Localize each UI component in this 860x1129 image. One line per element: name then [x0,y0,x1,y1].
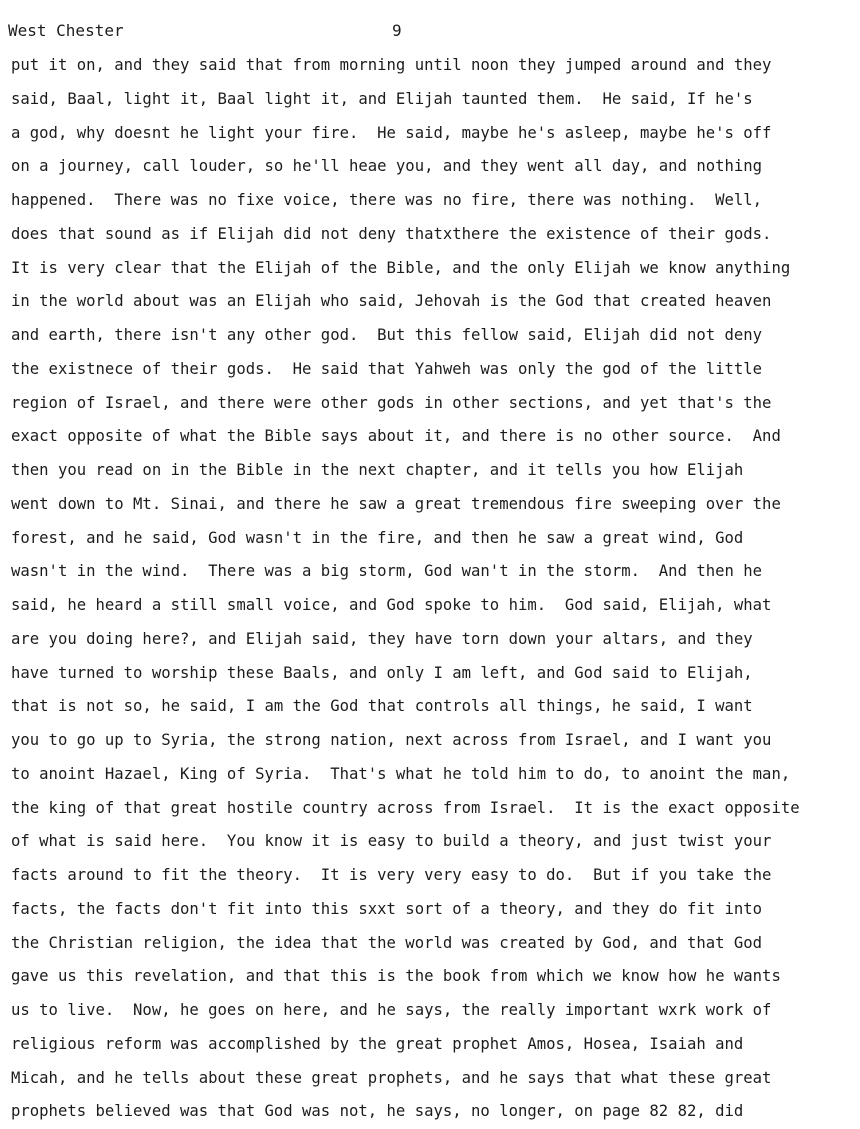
text-line: happened. There was no fixe voice, there was no fire, there was nothing. Well, [11,191,763,209]
text-line: said, he heard a still small voice, and God spoke to him. God said, Elijah, what [11,596,772,614]
text-line: gave us this revelation, and that this is the book from which we know how he wants [11,967,781,986]
page-number: 9 [392,21,402,40]
text-line: that is not so, he said, I am the God that controls all things, he said, I want [11,697,753,716]
text-line: It is very clear that the Elijah of the Bible, and the only Elijah we know anything [11,258,791,277]
text-line: of what is said here. You know it is easy to build a theory, and just twist your [11,832,772,851]
page-header [8,20,852,42]
text-line: went down to Mt. Sinai, and there he saw a great tremendous fire sweeping over the [11,494,781,513]
text-line: you to go up to Syria, the strong nation, next across from Israel, and I want you [11,731,772,749]
text-line: facts around to fit the theory. It is very very easy to do. But if you take the [11,866,772,884]
text-line: forest, and he said, God wasn't in the fire, and then he saw a great wind, God [11,528,744,547]
text-line: the existnece of their gods. He said that Yahweh was only the god of the little [11,359,763,378]
text-line: prophets believed was that God was not, he says, no longer, on page 82 82, did [11,1102,744,1121]
text-line: exact opposite of what the Bible says about it, and there is no other source. And [11,427,781,446]
text-line: Micah, and he tells about these great prophets, and he says that what these great [11,1068,772,1087]
text-line: does that sound as if Elijah did not deny thatxthere the existence of their gods. [11,224,772,243]
header-location: West Chester [8,21,124,40]
text-line: are you doing here?, and Elijah said, they have torn down your altars, and they [11,629,753,648]
text-line: the Christian religion, the idea that the world was created by God, and that God [11,933,763,952]
text-line: then you read on in the Bible in the next chapter, and it tells you how Elijah [11,461,744,479]
text-line: on a journey, call louder, so he'll heae you, and they went all day, and nothing [11,157,763,176]
text-line: a god, why doesnt he light your fire. He said, maybe he's asleep, maybe he's off [11,123,772,142]
text-line: in the world about was an Elijah who said, Jehovah is the God that created heaven [11,292,772,311]
text-line: said, Baal, light it, Baal light it, and Elijah taunted them. He said, If he's [11,89,753,108]
text-line: region of Israel, and there were other gods in other sections, and yet that's the [11,393,772,412]
text-line: the king of that great hostile country across from Israel. It is the exact opposite [11,798,800,817]
text-line: and earth, there isn't any other god. But this fellow said, Elijah did not deny [11,326,763,344]
text-line: us to live. Now, he goes on here, and he says, the really important wxrk work of [11,1001,772,1019]
text-line: have turned to worship these Baals, and only I am left, and God said to Elijah, [11,663,753,682]
text-line: facts, the facts don't fit into this sxxt sort of a theory, and they do fit into [11,899,763,918]
body-text [11,49,856,1129]
text-line: religious reform was accomplished by the great prophet Amos, Hosea, Isaiah and [11,1034,744,1053]
text-line: to anoint Hazael, King of Syria. That's what he told him to do, to anoint the man, [11,764,791,783]
text-line: put it on, and they said that from morning until noon they jumped around and they [11,56,772,74]
text-line: wasn't in the wind. There was a big storm, God wan't in the storm. And then he [11,562,763,581]
